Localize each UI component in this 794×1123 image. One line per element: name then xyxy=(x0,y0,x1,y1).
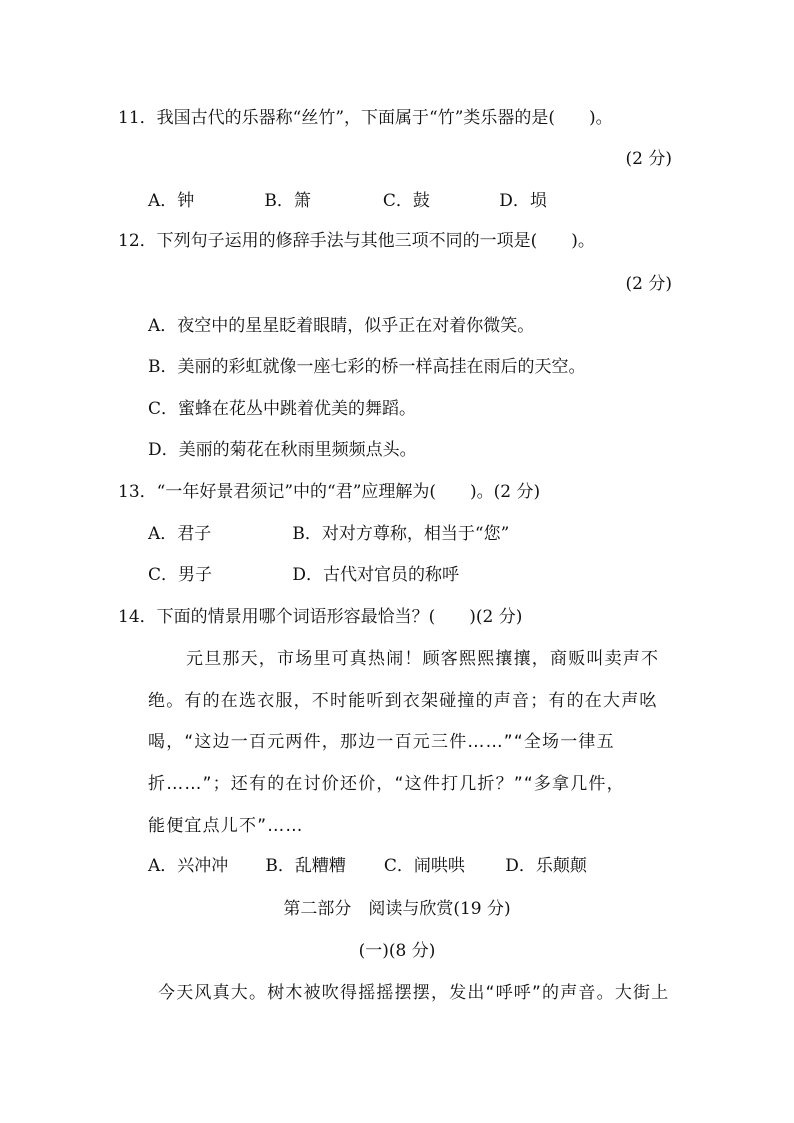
part-two-heading: 第二部分 阅读与欣赏(19 分) xyxy=(283,899,511,919)
question-12-option-d: D．美丽的菊花在秋雨里频频点头。 xyxy=(148,440,417,460)
passage-line-5: 能便宜点儿不”…… xyxy=(148,816,304,836)
option-d: D．古代对官员的称呼 xyxy=(292,565,460,585)
passage-line-2: 绝。有的在选衣服，不时能听到衣架碰撞的声音；有的在大声吆 xyxy=(148,691,658,711)
passage-line-1: 元旦那天，市场里可真热闹！顾客熙熙攘攘，商贩叫卖声不 xyxy=(186,649,660,669)
option-b: B．对对方尊称，相当于“您” xyxy=(292,524,510,544)
option-c: C．闹哄哄 xyxy=(383,856,465,876)
question-13-options-row2 xyxy=(148,564,459,586)
option-a: A．兴冲冲 xyxy=(148,856,229,876)
reading-passage-first-line: 今天风真大。树木被吹得摇摇摆摆，发出“呼呼”的声音。大街上 xyxy=(158,983,670,1003)
option-a: A．钟 xyxy=(148,191,195,211)
question-13: 13．“一年好景君须记”中的“君”应理解为( )。(2 分) xyxy=(118,482,541,502)
question-14-options xyxy=(148,855,587,877)
question-13-options-row1 xyxy=(148,523,509,545)
option-c: C．男子 xyxy=(148,565,213,585)
question-12-option-b: B．美丽的彩虹就像一座七彩的桥一样高挂在雨后的天空。 xyxy=(148,357,586,377)
option-b: B．箫 xyxy=(264,191,311,211)
passage-line-4: 折……”；还有的在讨价还价，“这件打几折？”“多拿几件， xyxy=(148,774,625,794)
option-b: B．乱糟糟 xyxy=(265,856,346,876)
question-12: 12．下列句子运用的修辞手法与其他三项不同的一项是( )。 xyxy=(118,231,595,251)
question-12-option-a: A．夜空中的星星眨着眼睛，似乎正在对着你微笑。 xyxy=(148,316,535,336)
question-11: 11．我国古代的乐器称“丝竹”，下面属于“竹”类乐器的是( )。 xyxy=(118,108,613,128)
section-one-heading: (一)(8 分) xyxy=(358,941,436,961)
option-d: D．埙 xyxy=(499,191,547,211)
question-14: 14．下面的情景用哪个词语形容最恰当？( )(2 分) xyxy=(118,607,523,627)
option-c: C．鼓 xyxy=(382,191,430,211)
question-12-score: (2 分) xyxy=(625,274,672,294)
passage-line-3: 喝，“这边一百元两件，那边一百元三件……”“全场一律五 xyxy=(148,732,615,752)
option-d: D．乐颠颠 xyxy=(505,856,587,876)
option-a: A．君子 xyxy=(148,524,212,544)
question-11-options xyxy=(148,190,547,212)
question-11-score: (2 分) xyxy=(625,149,672,169)
question-12-option-c: C．蜜蜂在花丛中跳着优美的舞蹈。 xyxy=(148,399,417,419)
